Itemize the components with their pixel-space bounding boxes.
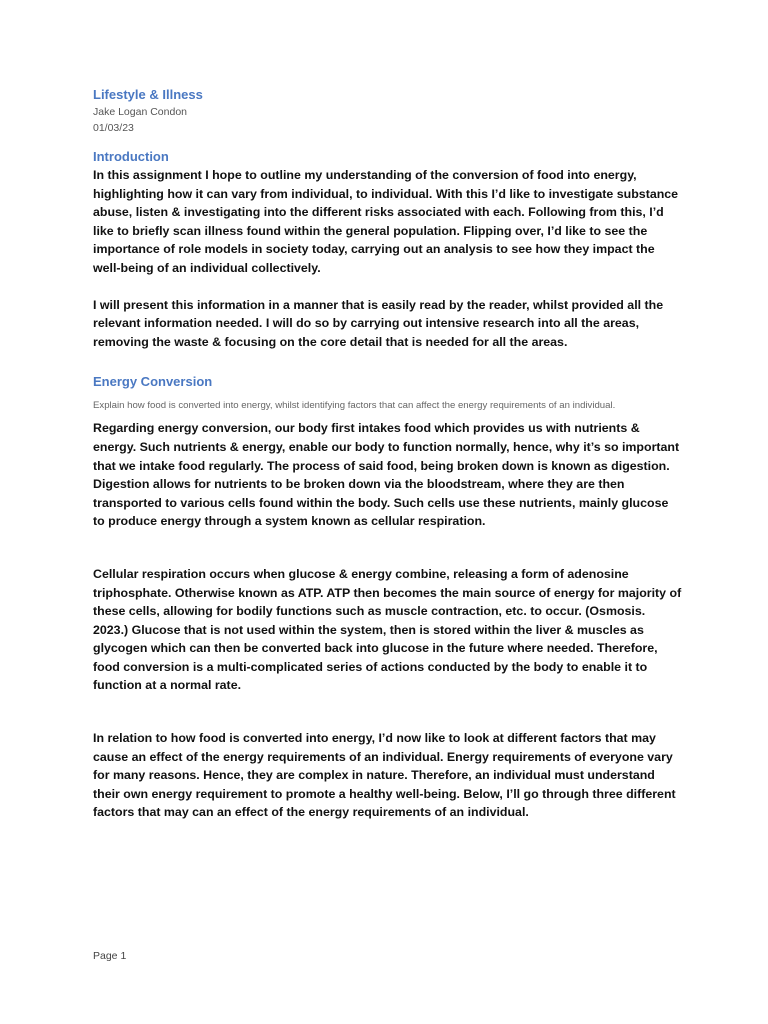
document-date: 01/03/23 — [93, 122, 134, 134]
document-title: Lifestyle & Illness — [93, 87, 203, 102]
energy-conversion-paragraph-1: Regarding energy conversion, our body first intakes food which provides us with nutrients & energy. Such nutrients & energy, enable our body to function normally, hence, why it’s so important that we intake food regularly. The process of said food, being broken down is known as digestion. Digestion allows for nutrients to be broken down via the bloodstream, where they are then transported to various cells found within the body. Such cells use these nutrients, mainly glucose to produce energy through a system known as cellular respiration. — [93, 421, 680, 529]
introduction-heading: Introduction — [93, 149, 169, 164]
energy-conversion-paragraph-3: In relation to how food is converted into energy, I’d now like to look at different factors that may cause an effect of the energy requirements of an individual. Energy requirements of everyone vary for many reasons. Hence, they are complex in nature. Therefore, an individual must understand their own energy requirement to promote a healthy well-being. Below, I’ll go through three different factors that may can an effect of the energy requirements of an individual. — [93, 731, 676, 820]
page-number: Page 1 — [93, 950, 127, 962]
energy-conversion-subtitle: Explain how food is converted into energy, whilst identifying factors that can affect the energy requirements of an individual. — [93, 400, 616, 412]
introduction-paragraph-1: In this assignment I hope to outline my understanding of the conversion of food into energy, highlighting how it can vary from individual, to individual. With this I’d like to investigate substance abuse, listen & investigating into the different risks associated with each. Following from this, I’d like to briefly scan illness found within the general population. Flipping over, I’d like to see the importance of role models in society today, carrying out an analysis to see how they impact the well-being of an individual collectively. — [93, 168, 679, 275]
page-content — [93, 86, 683, 822]
energy-conversion-paragraph-2: Cellular respiration occurs when glucose & energy combine, releasing a form of adenosine triphosphate. Otherwise known as ATP. ATP then becomes the main source of energy for majority of these cells, allowing for bodily functions such as muscle contraction, etc. to occur. (Osmosis. 2023.) Glucose that is not used within the system, then is stored within the liver & muscles as glycogen which can then be converted back into glucose in the future where needed. Therefore, food conversion is a multi-complicated series of actions conducted by the body to enable it to function at a normal rate. — [93, 566, 682, 693]
author-name: Jake Logan Condon — [93, 106, 187, 118]
energy-conversion-heading: Energy Conversion — [93, 374, 213, 390]
introduction-paragraph-2: I will present this information in a manner that is easily read by the reader, whilst provided all the relevant information needed. I will do so by carrying out intensive research into all the areas, removing the waste & focusing on the core detail that is needed for all the areas. — [93, 297, 664, 349]
